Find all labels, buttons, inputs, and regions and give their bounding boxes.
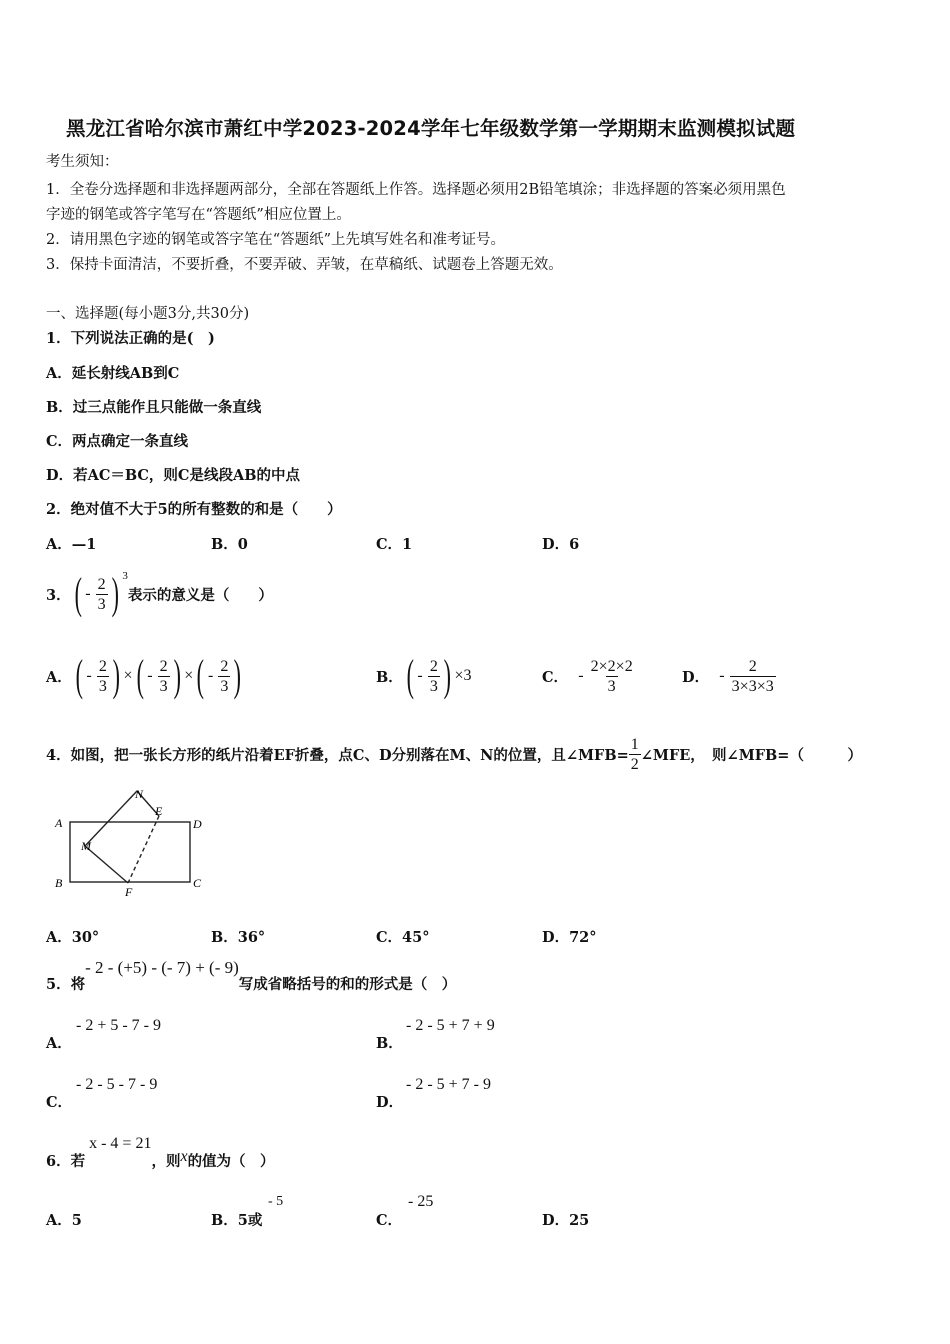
label-b: B: [55, 876, 63, 890]
notice-item-2: 2．请用黑色字迹的钢笔或答字笔在“答题纸”上先填写姓名和准考证号。: [46, 232, 506, 248]
q5-option-d-label: D．: [376, 1094, 404, 1111]
label-d: D: [193, 817, 202, 831]
label-e: E: [155, 804, 163, 818]
q6-option-b-expr: - 5: [268, 1194, 284, 1209]
q5-option-d-expr: - 2 - 5 + 7 - 9: [406, 1076, 492, 1093]
q6-option-c-expr: - 25: [408, 1193, 434, 1210]
q2-option-a: A．—1: [46, 536, 97, 553]
notice-heading: 考生须知：: [46, 154, 119, 170]
label-n: N: [135, 787, 144, 801]
q5-option-a-expr: - 2 + 5 - 7 - 9: [76, 1017, 162, 1034]
q2-option-b: B．0: [211, 536, 248, 553]
segment-nm: [85, 791, 137, 846]
q5-option-a-label: A．: [46, 1035, 72, 1052]
q5-expression: - 2 - (+5) - (- 7) + (- 9): [85, 958, 239, 977]
q3-number: 3．: [46, 586, 71, 604]
q1-option-d: D．若AC＝BC，则C是线段AB的中点: [46, 467, 300, 484]
notice-item-3: 3．保持卡面清洁，不要折叠，不要弄破、弄皱，在草稿纸、试题卷上答题无效。: [46, 257, 563, 273]
label-f: F: [125, 885, 133, 899]
q6-stem: 6．若 x - 4 = 21 ，则 x 的值为（ ）: [46, 1135, 275, 1170]
q4-option-c: C．45°: [376, 929, 430, 946]
q3-option-a: A． ( - $\frac{2}{3}$ ) × ( - $\frac{2}{3}$ ) × ( - $\frac{2}{3}$ ): [46, 651, 242, 700]
section-heading: 一、选择题(每小题3分,共30分): [46, 306, 250, 322]
q4-fold-figure: [52, 786, 212, 906]
page-title: 黑龙江省哈尔滨市萧红中学2023-2024学年七年级数学第一学期期末监测模拟试题: [66, 117, 796, 140]
q3-option-c: C． - $\frac{2\times 2\times 2}{3}$: [542, 657, 633, 695]
q3-power-expression: ( - $\frac{2}{3}$ ) $^3$: [74, 569, 128, 618]
q6-option-b-label: B．5或: [211, 1212, 263, 1229]
notice-item-1: 1．全卷分选择题和非选择题两部分，全部在答题纸上作答。选择题必须用2B铅笔填涂；非选择题的答案必须用黑色: [46, 182, 786, 198]
fold-line-ef: [128, 816, 159, 883]
q6-option-d: D．25: [542, 1212, 590, 1229]
label-m: M: [81, 839, 91, 853]
q2-stem: 2．绝对值不大于5的所有整数的和是（ ）: [46, 501, 342, 518]
q5-option-c-expr: - 2 - 5 - 7 - 9: [76, 1076, 158, 1093]
q5-option-b-label: B．: [376, 1035, 403, 1052]
q1-stem: 1．下列说法正确的是( ): [46, 330, 215, 347]
q4-option-a: A．30°: [46, 929, 100, 946]
label-c: C: [193, 876, 202, 890]
q5-option-c-label: C．: [46, 1094, 73, 1111]
q1-option-c: C．两点确定一条直线: [46, 433, 189, 450]
q1-option-b: B．过三点能作且只能做一条直线: [46, 399, 262, 416]
notice-item-1-cont: 字迹的钢笔或答字笔写在“答题纸”相应位置上。: [46, 207, 351, 223]
q4-option-b: B．36°: [211, 929, 266, 946]
q1-option-a: A．延长射线AB到C: [46, 365, 180, 382]
q4-option-d: D．72°: [542, 929, 597, 946]
q2-option-c: C．1: [376, 536, 413, 553]
q6-equation: x - 4 = 21: [89, 1135, 152, 1152]
q2-option-d: D．6: [542, 536, 580, 553]
q4-stem: 4．如图，把一张长方形的纸片沿着EF折叠，点C、D分别落在M、N的位置，且∠MFB= $\frac{1}{2}$ ∠MFE， 则∠MFB=（ ）: [46, 735, 862, 773]
label-a: A: [55, 816, 63, 830]
segment-mf: [85, 846, 128, 883]
q3-stem-suffix: 表示的意义是（ ）: [127, 586, 273, 604]
q3-option-b: B． ( - $\frac{2}{3}$ ) × 3: [376, 651, 472, 700]
q3-stem: [46, 568, 273, 620]
q3-option-d: D． - $\frac{2}{3\times 3\times 3}$: [682, 657, 774, 695]
q6-option-c-label: C．: [376, 1212, 403, 1229]
q5-stem: 5．将 - 2 - (+5) - (- 7) + (- 9) 写成省略括号的和的形式是（ ）: [46, 958, 457, 993]
q5-option-b-expr: - 2 - 5 + 7 + 9: [406, 1017, 495, 1034]
q6-option-a: A．5: [46, 1212, 82, 1229]
